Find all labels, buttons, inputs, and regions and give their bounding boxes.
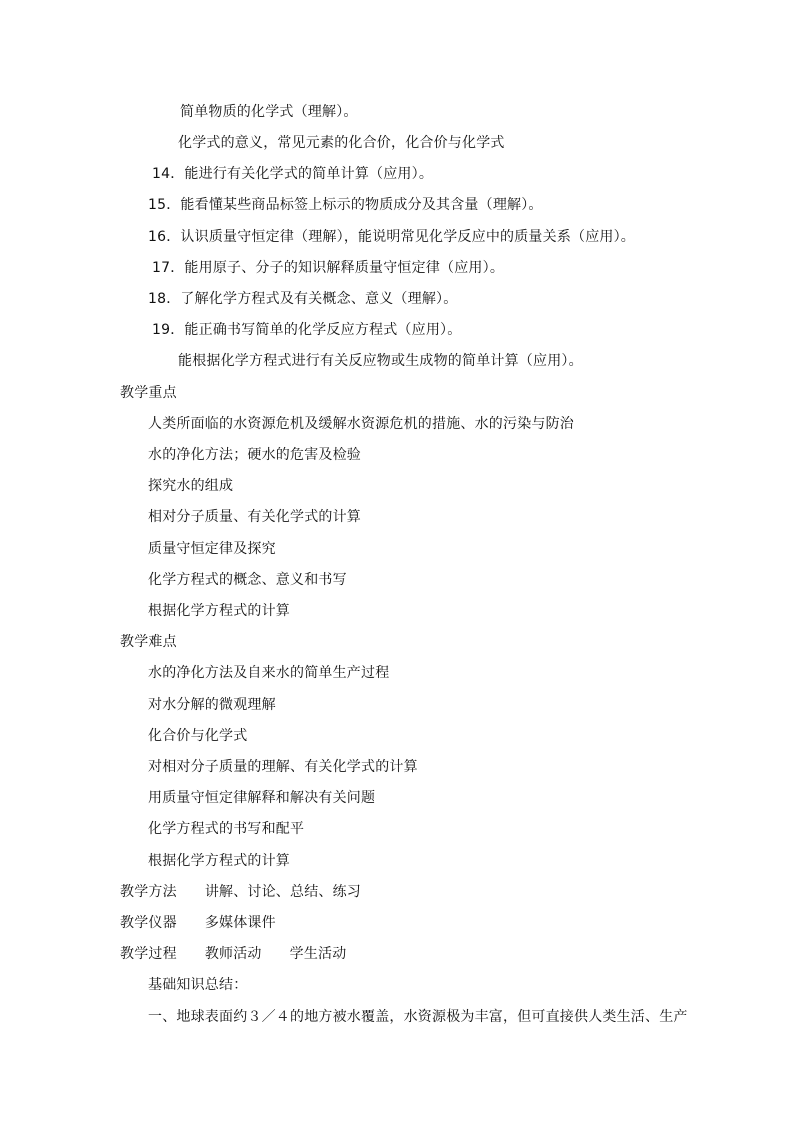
teaching-instrument-label: 教学仪器 xyxy=(120,915,177,931)
summary-paragraph: 一、地球表面约３／４的地方被水覆盖，水资源极为丰富，但可直接供人类生活、生产 xyxy=(148,1009,688,1025)
teacher-activity-label: 教师活动 xyxy=(204,946,262,962)
teaching-method-value: 讲解、讨论、总结、练习 xyxy=(204,884,362,900)
difficult-point-item: 根据化学方程式的计算 xyxy=(148,853,290,869)
teaching-instrument-row xyxy=(120,914,276,932)
numbered-item: 19．能正确书写简单的化学反应方程式（应用）。 xyxy=(152,322,462,338)
difficult-point-item: 对水分解的微观理解 xyxy=(148,697,276,713)
teaching-method-label: 教学方法 xyxy=(120,884,177,900)
difficult-point-item: 水的净化方法及自来水的简单生产过程 xyxy=(148,665,390,681)
key-point-item: 相对分子质量、有关化学式的计算 xyxy=(148,509,361,525)
key-point-item: 探究水的组成 xyxy=(148,478,234,494)
numbered-item: 18．了解化学方程式及有关概念、意义（理解）。 xyxy=(148,291,458,307)
student-activity-label: 学生活动 xyxy=(289,946,347,962)
difficult-point-item: 化学方程式的书写和配平 xyxy=(148,821,305,837)
key-point-item: 质量守恒定律及探究 xyxy=(148,541,276,557)
difficult-point-item: 对相对分子质量的理解、有关化学式的计算 xyxy=(148,759,418,775)
section-heading-difficult-points: 教学难点 xyxy=(120,634,177,650)
teaching-method-row xyxy=(120,883,361,901)
numbered-item: 15．能看懂某些商品标签上标示的物质成分及其含量（理解）。 xyxy=(148,197,543,213)
teaching-process-label: 教学过程 xyxy=(120,946,177,962)
difficult-point-item: 化合价与化学式 xyxy=(148,728,248,744)
text-line: 简单物质的化学式（理解）。 xyxy=(180,104,358,120)
summary-title: 基础知识总结： xyxy=(148,977,248,993)
numbered-item: 16．认识质量守恒定律（理解），能说明常见化学反应中的质量关系（应用）。 xyxy=(148,229,636,245)
teaching-instrument-value: 多媒体课件 xyxy=(204,915,276,931)
numbered-item: 14．能进行有关化学式的简单计算（应用）。 xyxy=(152,166,434,182)
difficult-point-item: 用质量守恒定律解释和解决有关问题 xyxy=(148,790,376,806)
text-line: 化学式的意义，常见元素的化合价，化合价与化学式 xyxy=(178,135,505,151)
section-heading-key-points: 教学重点 xyxy=(120,385,177,401)
key-point-item: 化学方程式的概念、意义和书写 xyxy=(148,572,347,588)
key-point-item: 水的净化方法；硬水的危害及检验 xyxy=(148,447,361,463)
teaching-process-row xyxy=(120,945,346,963)
key-point-item: 根据化学方程式的计算 xyxy=(148,603,290,619)
key-point-item: 人类所面临的水资源危机及缓解水资源危机的措施、水的污染与防治 xyxy=(148,416,574,432)
text-line: 能根据化学方程式进行有关反应物或生成物的简单计算（应用）。 xyxy=(178,353,583,369)
numbered-item: 17．能用原子、分子的知识解释质量守恒定律（应用）。 xyxy=(152,260,505,276)
